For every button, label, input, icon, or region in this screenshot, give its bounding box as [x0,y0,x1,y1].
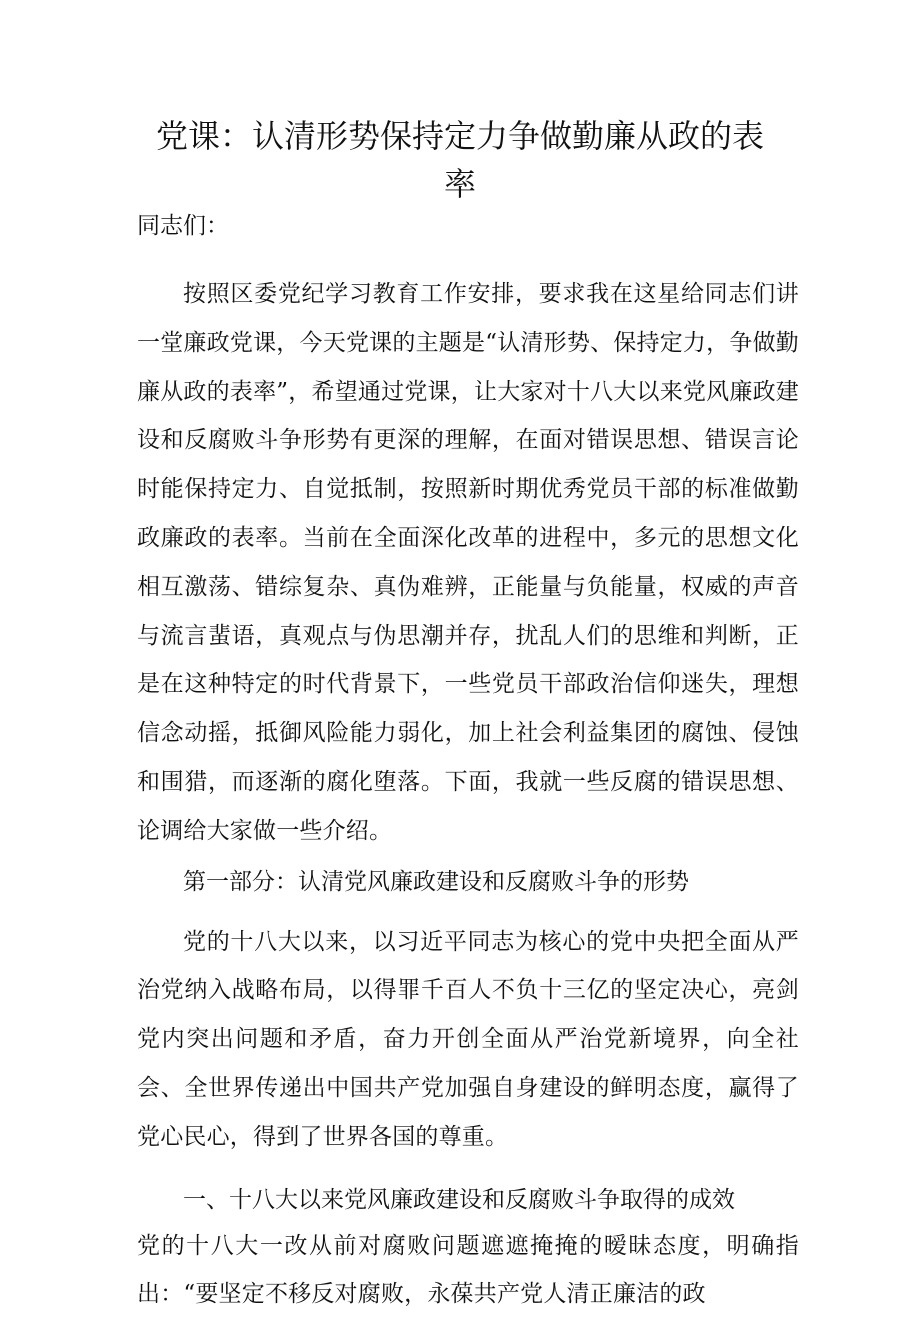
intro-paragraph: 按照区委党纪学习教育工作安排，要求我在这星给同志们讲一堂廉政党课，今天党课的主题是“认清形势、保持定力，争做勤廉从政的表率”，希望通过党课，让大家对十八大以来党风廉政建设和反腐败斗争形势有更深的理解，在面对错误思想、错误言论时能保持定力、自觉抵制，按照新时期优秀党员干部的标准做勤政廉政的表率。当前在全面深化改革的进程中，多元的思想文化相互激荡、错综复杂、真伪难辨，正能量与负能量，权威的声音与流言蜚语，真观点与伪思潮并存，扰乱人们的思维和判断，正是在这种特定的时代背景下，一些党员干部政治信仰迷失，理想信念动摇，抵御风险能力弱化，加上社会利益集团的腐蚀、侵蚀和围猎，而逐渐的腐化堕落。下面，我就一些反腐的错误思想、论调给大家做一些介绍。 [137,281,799,844]
part-one-paragraph: 党的十八大以来，以习近平同志为核心的党中央把全面从严治党纳入战略布局，以得罪千百人不负十三亿的坚定决心，亮剑党内突出问题和矛盾，奋力开创全面从严治党新境界，向全社会、全世界传递出中国共产党加强自身建设的鲜明态度，赢得了党心民心，得到了世界各国的尊重。 [137,928,799,1150]
document-title: 党课：认清形势保持定力争做勤廉从政的表率 [155,117,764,203]
section-one-heading: 一、十八大以来党风廉政建设和反腐败斗争取得的成效 [183,1186,735,1213]
part-one-heading: 第一部分：认清党风廉政建设和反腐败斗争的形势 [183,868,689,895]
salutation: 同志们： [137,213,229,239]
document-body [137,204,799,1319]
section-one-paragraph: 党的十八大一改从前对腐败问题遮遮掩掩的暧昧态度，明确指出：“要坚定不移反对腐败，永葆共产党人清正廉洁的政 [137,1232,799,1308]
